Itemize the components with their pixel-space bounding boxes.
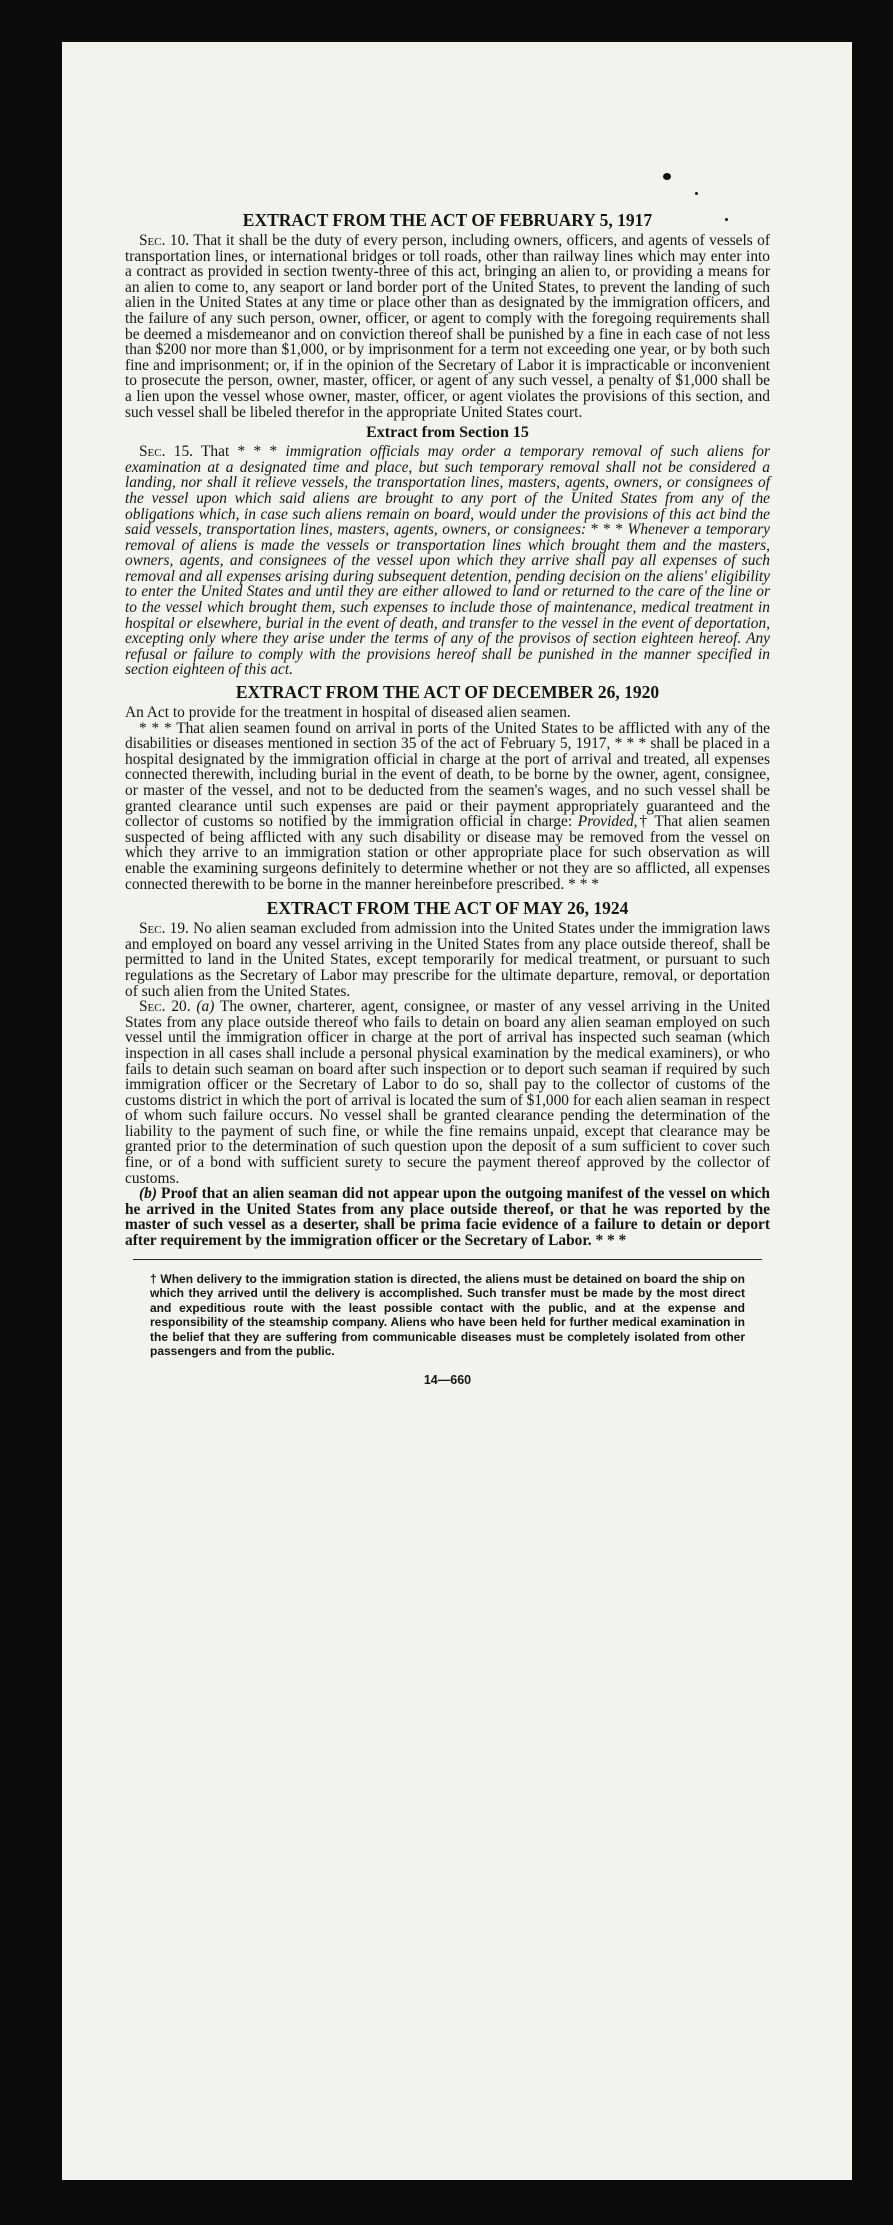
footnote-ref: † bbox=[637, 813, 649, 831]
act-intro: An Act to provide for the treatment in hospital of diseased alien seamen. bbox=[125, 704, 571, 722]
document-text bbox=[125, 210, 770, 1388]
paragraph-1920: * * * That alien seamen found on arrival in ports of the United States to be afflicted with any of the disabilities or diseases mentioned in section 35 of the act of February 5, 1917, * * * shall be placed in a hospital designated by the immigration official in charge at the port of arrival and treated, all expenses connected therewith, including burial in the event of death, to be borne by the owner, agent, consignee, or master of the vessel, and not to be deducted from the seamen's wages, and no such vessel shall be granted clearance until such expenses are paid or their payment appropriately guaranteed and the collector of customs so notified by the immigration official in charge: Provided,† That alien seamen suspected of being afflicted with any such disability or disease may be removed from the vessel on which they arrive to an immigration station or other appropriate place for such observation as will enable the examining surgeons definitely to determine whether or not they are so afflicted, all expenses connected therewith to be borne in the manner hereinbefore prescribed. * * * bbox=[125, 719, 771, 893]
paragraph-sec20b: (b) Proof that an alien seaman did not appear upon the outgoing manifest of the vessel on which he arrived in the United States from any place outside thereof, or that he was reported by the master of such vessel as a deserter, shall be prima facie evidence of a failure to detain or deport after requirement by the immigration officer or the Secretary of Labor. * * * bbox=[125, 1185, 770, 1250]
divider bbox=[133, 1259, 762, 1260]
paragraph-sec19: Sec. 19. No alien seaman excluded from admission into the United States under the immigration laws and employed on board any vessel arriving in the United States from any place outside thereof, shall be permitted to land in the United States, except temporarily for medical treatment, or pursuant to such regulations as the Secretary of Labor may prescribe for the ultimate departure, removal, or deportation of such alien from the United States. bbox=[125, 920, 770, 1000]
footnote: † When delivery to the immigration station is directed, the aliens must be detained on board the ship on which they arrived until the delivery is accomplished. Such transfer must be made by the most direct and expeditious route with the least possible contact with the public, and at the expense and responsibility of the steamship company. Aliens who have been held for further medical examination in the belief that they are suffering from communicable diseases must be completely isolated from other passengers and from the public. bbox=[150, 1271, 745, 1359]
form-number: 14—660 bbox=[423, 1372, 472, 1387]
section-lead: Sec. 10. bbox=[139, 232, 190, 249]
paragraph-sec10: Sec. 10. That it shall be the duty of every person, including owners, officers, and agents of vessels of transportation lines, or international bridges or toll roads, other than railway lines which may enter into a contract as provided in section twenty-three of this act, bringing an alien to, or providing a means for an alien to come to, any seaport or land border port of the United States, to prevent the landing of such alien in the United States at any time or place other than as designated by the immigration officers, and the failure of any such person, owner, officer, or agent to comply with the foregoing requirements shall be deemed a misdemeanor and on conviction thereof shall be punished by a fine in each case of not less than $200 nor more than $1,000, or by imprisonment for a term not exceeding one year, or by both such fine and imprisonment; or, if in the opinion of the Secretary of Labor it is impracticable or inconvenient to prosecute the person, owner, master, officer, or agent of any such vessel, a penalty of $1,000 shall be a lien upon the vessel whose owner, master, officer, or agent violates the provisions of this section, and such vessel shall be libeled therefor in the appropriate United States court. bbox=[125, 232, 770, 421]
section-title-1924: EXTRACT FROM THE ACT OF MAY 26, 1924 bbox=[266, 898, 629, 919]
ink-speck bbox=[695, 192, 698, 195]
paragraph-sec15: Sec. 15. That * * * immigration officials may order a temporary removal of such aliens for examination at a designated time and place, but such temporary removal shall not be considered a landing, nor shall it relieve vessels, the transportation lines, masters, agents, owners, or consignees of the vessel upon which said aliens are brought to any port of the United States from any of the obligations which, in case such aliens remain on board, would under the provisions of this act bind the said vessels, transportation lines, masters, agents, owners, or consignees: * * * Whenever a temporary removal of aliens is made the vessels or transportation lines which brought them and the masters, owners, agents, and consignees of the vessel upon which they arrive shall pay all expenses of such removal and all expenses arising during subsequent detention, pending decision on the aliens' eligibility to enter the United States and until they are either allowed to land or returned to the care of the line or to the vessel which brought them, such expenses to include those of maintenance, medical treatment in hospital or elsewhere, burial in the event of death, and transfer to the vessel in the event of deportation, excepting only where they arise under the terms of any of the provisos of section eighteen hereof. Any refusal or failure to comply with the provisions hereof shall be punished in the manner specified in section eighteen of this act. bbox=[125, 443, 770, 679]
section-title-1920: EXTRACT FROM THE ACT OF DECEMBER 26, 1920 bbox=[235, 682, 660, 703]
section-heading-15: Extract from Section 15 bbox=[366, 424, 529, 442]
paragraph-sec20a: Sec. 20. (a) The owner, charterer, agent, consignee, or master of any vessel arriving in the United States from any place outside thereof who fails to detain on board any alien seaman employed on such vessel until the immigration officer in charge at the port of arrival has inspected such seaman (which inspection in all cases shall include a personal physical examination by the medical examiners), or who fails to detain such seaman on board after such inspection or to deport such seaman if required by such immigration officer or the Secretary of Labor to do so, shall pay to the collector of customs of the customs district in which the port of arrival is located the sum of $1,000 for each alien seaman in respect of whom such failure occurs. No vessel shall be granted clearance pending the determination of the liability to the payment of such fine, or while the fine remains unpaid, except that clearance may be granted prior to the determination of such question upon the deposit of a sum sufficient to cover such fine, or of a bond with sufficient surety to secure the payment thereof approved by the collector of customs. bbox=[125, 998, 770, 1187]
section-title-1917: EXTRACT FROM THE ACT OF FEBRUARY 5, 1917 bbox=[242, 210, 653, 230]
ink-speck bbox=[663, 173, 671, 180]
